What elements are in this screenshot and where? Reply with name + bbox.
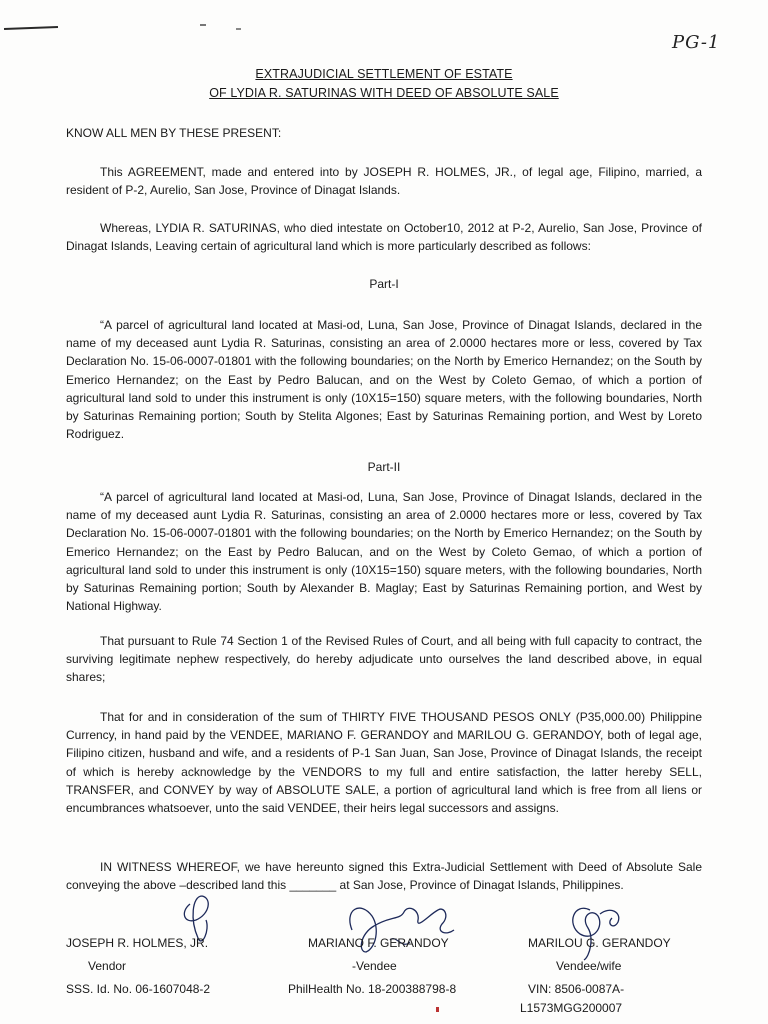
salutation: KNOW ALL MEN BY THESE PRESENT: [66,126,282,140]
part-1-heading: Part-I [369,277,399,291]
vendor-name: JOSEPH R. HOLMES, JR. [66,936,209,950]
scan-edge-mark [4,26,58,30]
witness-paragraph: IN WITNESS WHEREOF, we have hereunto signed this Extra-Judicial Settlement with Deed of Absolute Sale conveying the above –described land this _______ at San Jose, Province of Dinagat Islands, Philippines. [66,860,702,893]
part-2-description: “A parcel of agricultural land located at Masi-od, Luna, San Jose, Province of Dinagat Islands, declared in the name of my deceased aunt Lydia R. Saturinas, consisting an area of 2.0000 hectares more or less, covered by Tax Declaration No. 15-06-0007-01801 with the following boundaries; on the North by Emerico Hernandez; on the South by Emerico Hernandez; on the East by Pedro Balucan, and on the West by Coleto Gemao, of which a portion of agricultural land sold to under this instrument is only (10X15=150) square meters, with the following boundaries, North by Saturinas Remaining portion; South by Alexander B. Maglay; East by Saturinas Remaining portion, and West by National Highway. [66,490,702,614]
scan-speck [236,28,241,30]
vendee-name: MARIANO F. GERANDOY [308,936,449,950]
part-2-heading: Part-II [367,460,401,474]
vendee-wife-role: Vendee/wife [556,959,622,973]
vendee-signature-block [288,932,456,1001]
vendor-id: SSS. Id. No. 06-1607048-2 [66,982,211,996]
vendee-id: PhilHealth No. 18-200388798-8 [288,982,457,996]
scan-speck [436,1007,439,1012]
vendee-wife-id-continued: L1573MGG200007 [520,1001,623,1015]
rule-74-paragraph: That pursuant to Rule 74 Section 1 of the Revised Rules of Court, and all being with full capacity to contract, the surviving legitimate nephew respectively, do hereby adjudicate unto ourselves the land described above, in equal shares; [66,634,702,685]
page-number: PG-1 [672,32,721,53]
consideration-paragraph: That for and in consideration of the sum of THIRTY FIVE THOUSAND PESOS ONLY (P35,000.00) Philippine Currency, in hand paid by the VENDEE, MARIANO F. GERANDOY and MARILOU G. GERANDOY, both of legal age, Filipino citizen, husband and wife, and a residents of P-1 San Juan, San Jose, Province of Dinagat Islands, the receipt of which is hereby acknowledge by the VENDORS to my full and entire satisfaction, the latter hereby SELL, TRANSFER, and CONVEY by way of ABSOLUTE SALE, a portion of agricultural land which is free from all liens or encumbrances whatsoever, unto the said VENDEE, their heirs legal successors and assigns. [66,710,702,816]
whereas-paragraph: Whereas, LYDIA R. SATURINAS, who died intestate on October10, 2012 at P-2, Aurelio, San Jose, Province of Dinagat Islands, Leaving certain of agricultural land which is more particularly described as follows: [66,221,702,254]
vendee-wife-name: MARILOU G. GERANDOY [528,936,671,950]
vendee-wife-signature-block [520,932,671,1020]
document-title-line-2: OF LYDIA R. SATURINAS WITH DEED OF ABSOLUTE SALE [209,86,559,100]
scan-speck [200,24,206,26]
vendee-wife-id: VIN: 8506-0087A- [528,982,625,996]
part-1-description: “A parcel of agricultural land located at Masi-od, Luna, San Jose, Province of Dinagat Islands, declared in the name of my deceased aunt Lydia R. Saturinas, consisting an area of 2.0000 hectares more or less, covered by Tax Declaration No. 15-06-0007-01801 with the following boundaries; on the North by Emerico Hernandez; on the South by Emerico Hernandez; on the East by Pedro Balucan, and on the West by Coleto Gemao, of which a portion of agricultural land sold to under this instrument is only (10X15=150) square meters, with the following boundaries, North by Saturinas Remaining portion; South by Stelita Algones; East by Saturinas Remaining portion, and West by Loreto Rodriguez. [66,318,702,442]
vendee-role: -Vendee [352,959,397,973]
agreement-paragraph: This AGREEMENT, made and entered into by JOSEPH R. HOLMES, JR., of legal age, Filipino, married, a resident of P-2, Aurelio, San Jose, Province of Dinagat Islands. [66,165,702,198]
document-title-line-1: EXTRAJUDICIAL SETTLEMENT OF ESTATE [255,67,513,81]
vendor-role: Vendor [88,959,127,973]
vendor-signature-block [66,932,210,1001]
